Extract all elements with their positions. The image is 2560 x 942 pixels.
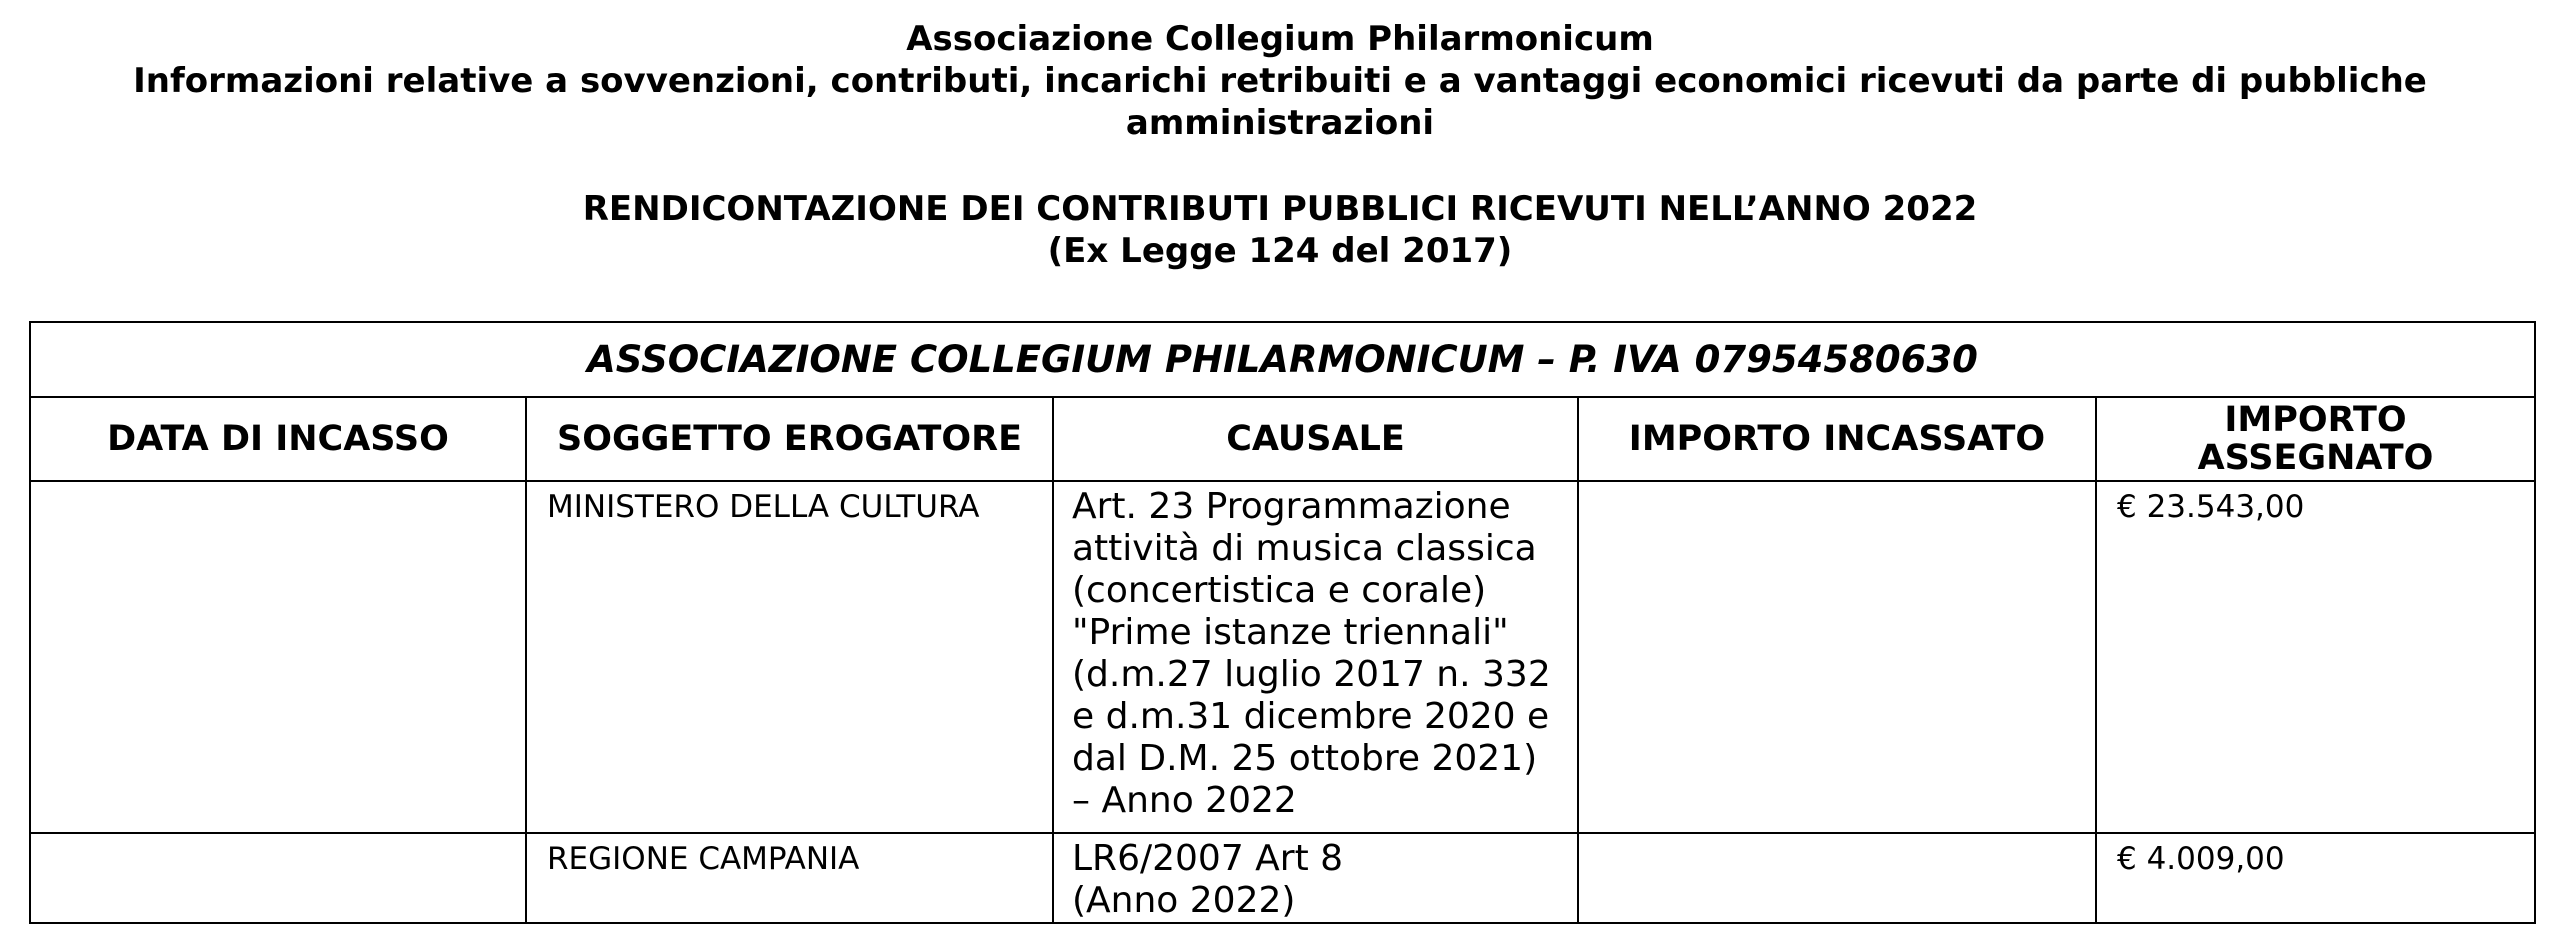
causale-line: Art. 23 Programmazione	[1072, 486, 1511, 527]
table-header-row	[30, 397, 2535, 481]
causale-cell	[1053, 481, 1578, 833]
causale-line: attività di musica classica	[1072, 528, 1537, 569]
causale-cell	[1053, 833, 1578, 923]
causale-line: LR6/2007 Art 8	[1072, 838, 1344, 879]
organization-title: Associazione Collegium Philarmonicum	[906, 19, 1654, 59]
table-row	[30, 833, 2535, 923]
report-title: RENDICONTAZIONE DEI CONTRIBUTI PUBBLICI RICEVUTI NELL’ANNO 2022	[582, 189, 1978, 229]
causale-line: e d.m.31 dicembre 2020 e	[1072, 696, 1550, 737]
importo-incassato-cell	[1578, 833, 2096, 923]
importo-incassato-cell	[1578, 481, 2096, 833]
document-header	[0, 18, 2560, 272]
table-title: ASSOCIAZIONE COLLEGIUM PHILARMONICUM – P. IVA 07954580630	[30, 322, 2535, 397]
causale-line: (concertistica e corale)	[1072, 570, 1487, 611]
column-header: SOGGETTO EROGATORE	[526, 397, 1053, 481]
document-subtitle-continued: amministrazioni	[1125, 103, 1435, 143]
causale-line: – Anno 2022	[1072, 780, 1297, 821]
column-header: DATA DI INCASSO	[30, 397, 526, 481]
column-header: CAUSALE	[1053, 397, 1578, 481]
causale-line: (Anno 2022)	[1072, 880, 1296, 921]
importo-assegnato-cell: € 23.543,00	[2096, 481, 2535, 833]
data-incasso-cell	[30, 833, 526, 923]
causale-line: "Prime istanze triennali"	[1072, 612, 1509, 653]
causale-line: (d.m.27 luglio 2017 n. 332	[1072, 654, 1551, 695]
soggetto-cell: MINISTERO DELLA CULTURA	[526, 481, 1053, 833]
importo-assegnato-cell: € 4.009,00	[2096, 833, 2535, 923]
column-header: IMPORTO ASSEGNATO	[2096, 397, 2535, 481]
table-row	[30, 481, 2535, 833]
document-subtitle: Informazioni relative a sovvenzioni, contributi, incarichi retribuiti e a vantaggi economici ricevuti da parte di pubbliche	[133, 61, 2427, 101]
soggetto-cell: REGIONE CAMPANIA	[526, 833, 1053, 923]
law-reference: (Ex Legge 124 del 2017)	[1047, 231, 1513, 271]
causale-line: dal D.M. 25 ottobre 2021)	[1072, 738, 1538, 779]
data-incasso-cell	[30, 481, 526, 833]
column-header: IMPORTO INCASSATO	[1578, 397, 2096, 481]
contributions-table	[29, 321, 2536, 924]
